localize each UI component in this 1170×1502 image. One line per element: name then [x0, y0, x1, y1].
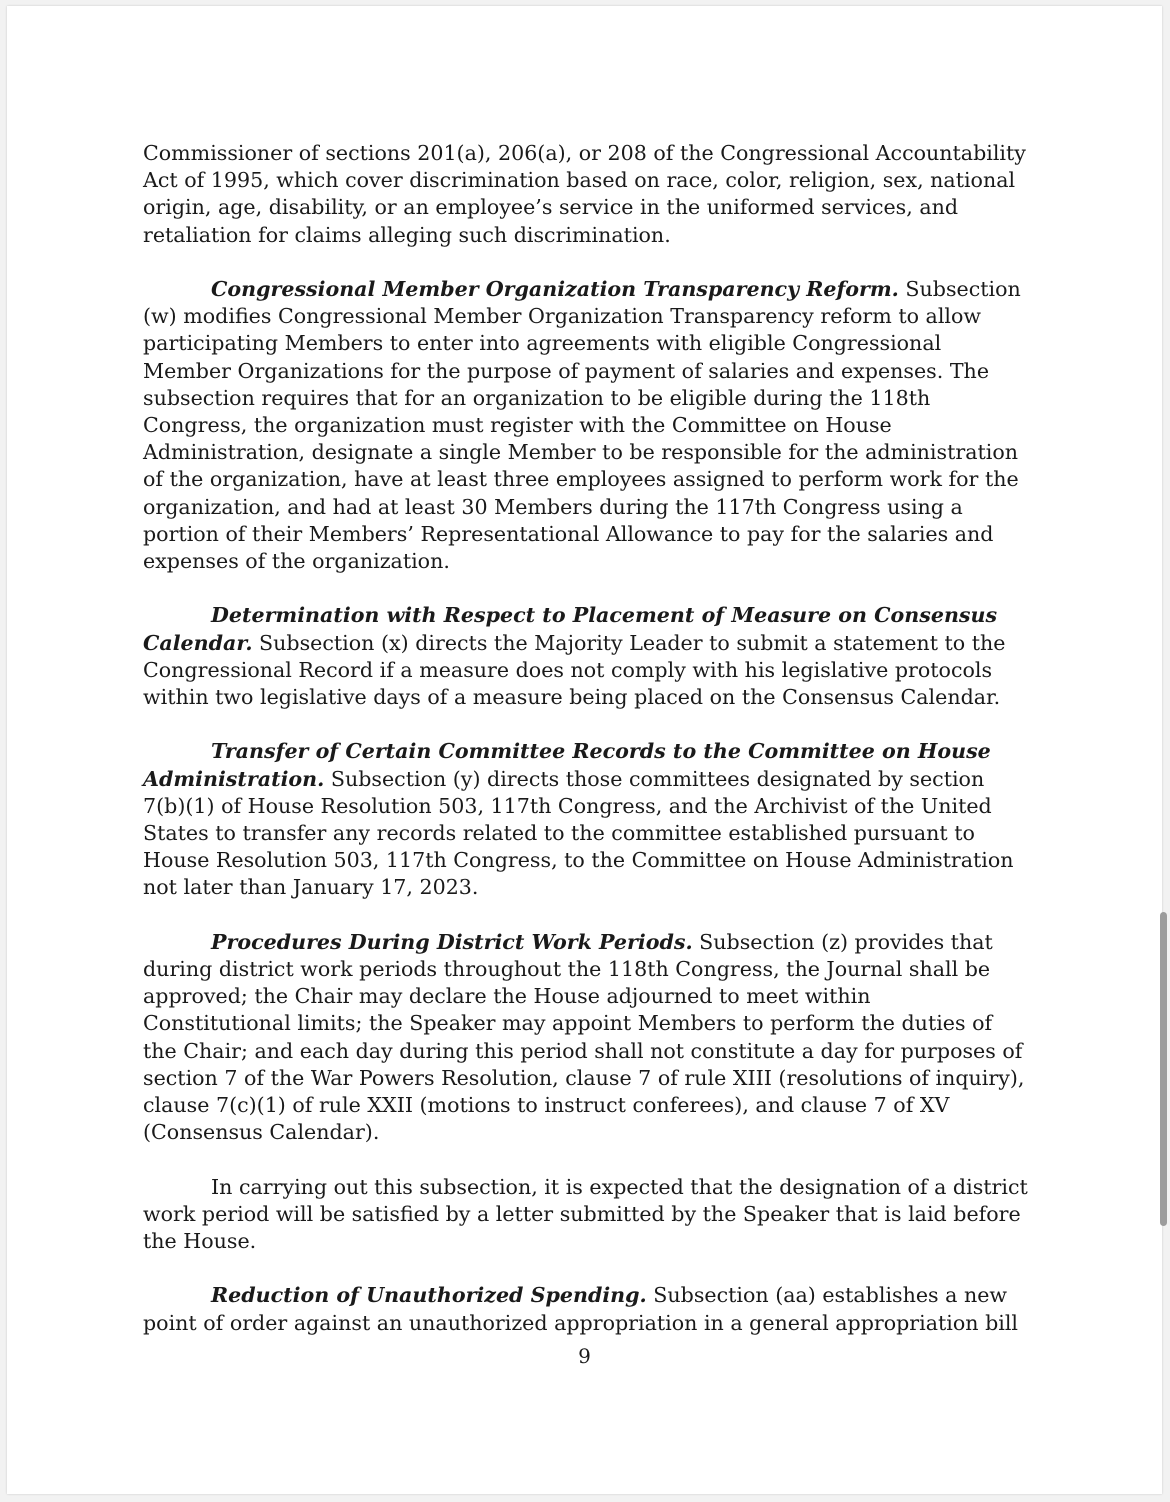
paragraph-text: Subsection (aa) establishes a new	[646, 1283, 1008, 1308]
section-heading: Calendar.	[143, 630, 253, 655]
section-heading: Congressional Member Organization Transparency Reform.	[211, 277, 899, 301]
paragraph-cmo-transparency	[143, 276, 1033, 575]
paragraph-line: Constitutional limits; the Speaker may appoint Members to perform the duties of	[143, 1011, 993, 1036]
paragraph-committee-records	[143, 738, 1033, 901]
paragraph-line: Member Organizations for the purpose of payment of salaries and expenses. The	[143, 358, 990, 383]
section-heading: Transfer of Certain Committee Records to the Committee on House	[211, 739, 991, 764]
paragraph-text: Subsection	[898, 277, 1021, 301]
paragraph-line: expenses of the organization.	[143, 549, 450, 574]
paragraph-line: section 7 of the War Powers Resolution, clause 7 of rule XIII (resolutions of inquiry),	[143, 1065, 1025, 1090]
paragraph-line: (Consensus Calendar).	[143, 1120, 380, 1145]
vertical-scrollbar[interactable]	[1160, 912, 1167, 1226]
paragraph-line: Congressional Record if a measure does not comply with his legislative protocols	[143, 657, 993, 682]
paragraph-text: Subsection (x) directs the Majority Leader to submit a statement to the	[252, 630, 1006, 655]
paragraph-line	[143, 766, 1033, 793]
paragraph-line: 7(b)(1) of House Resolution 503, 117th Congress, and the Archivist of the United	[143, 793, 992, 818]
paragraph-consensus-calendar	[143, 602, 1033, 711]
paragraph-line: (w) modifies Congressional Member Organization Transparency reform to allow	[143, 304, 982, 329]
paragraph-line: States to transfer any records related to the committee established pursuant to	[143, 821, 975, 846]
paragraph-text: Subsection (z) provides that	[692, 929, 993, 954]
paragraph-line: within two legislative days of a measure being placed on the Consensus Calendar.	[143, 685, 1001, 710]
paragraph-line: In carrying out this subsection, it is expected that the designation of a district	[211, 1174, 1028, 1199]
page-number: 9	[578, 1344, 591, 1368]
paragraph-district-work-letter	[143, 1174, 1033, 1256]
section-heading: Procedures During District Work Periods.	[211, 929, 693, 954]
paragraph-line: Commissioner of sections 201(a), 206(a), or 208 of the Congressional Accountability	[143, 141, 1026, 165]
paragraph-line	[143, 929, 1033, 956]
paragraph-line: Administration, designate a single Member to be responsible for the administration	[143, 440, 1019, 465]
paragraph-line: participating Members to enter into agreements with eligible Congressional	[143, 331, 942, 356]
paragraph-line	[143, 630, 1033, 657]
page-body	[143, 140, 1033, 1364]
paragraph-line: House Resolution 503, 117th Congress, to the Committee on House Administration	[143, 848, 1014, 873]
paragraph-line: Congress, the organization must register with the Committee on House	[143, 413, 892, 438]
paragraph-text: Subsection (y) directs those committees designated by section	[324, 766, 985, 791]
paragraph-line: portion of their Members’ Representational Allowance to pay for the salaries and	[143, 521, 994, 546]
paragraph-line: the Chair; and each day during this period shall not constitute a day for purposes of	[143, 1038, 1023, 1063]
paragraph-line: subsection requires that for an organization to be eligible during the 118th	[143, 385, 931, 410]
paragraph-line: not later than January 17, 2023.	[143, 875, 479, 900]
paragraph-cao-commissioner	[143, 140, 1033, 249]
section-heading: Determination with Respect to Placement of Measure on Consensus	[211, 603, 998, 628]
paragraph-line: clause 7(c)(1) of rule XXII (motions to instruct conferees), and clause 7 of XV	[143, 1093, 950, 1118]
paragraph-line: work period will be satisfied by a letter submitted by the Speaker that is laid before	[143, 1201, 1021, 1226]
paragraph-line: Act of 1995, which cover discrimination based on race, color, religion, sex, national	[143, 168, 1016, 193]
paragraph-line: retaliation for claims alleging such discrimination.	[143, 222, 671, 247]
paragraph-line: the House.	[143, 1229, 257, 1254]
section-heading: Reduction of Unauthorized Spending.	[211, 1283, 647, 1308]
document-page	[7, 6, 1162, 1494]
paragraph-district-work-periods	[143, 929, 1033, 1147]
paragraph-line: organization, and had at least 30 Members during the 117th Congress using a	[143, 494, 963, 519]
paragraph-unauthorized-spending	[143, 1282, 1033, 1336]
paragraph-line	[143, 1282, 1033, 1309]
paragraph-line: origin, age, disability, or an employee’s service in the uniformed services, and	[143, 195, 959, 220]
paragraph-line: point of order against an unauthorized appropriation in a general appropriation bill	[143, 1310, 1019, 1335]
paragraph-line: during district work periods throughout the 118th Congress, the Journal shall be	[143, 957, 991, 982]
paragraph-line: approved; the Chair may declare the House adjourned to meet within	[143, 984, 871, 1009]
paragraph-line	[143, 276, 1033, 303]
section-heading: Administration.	[143, 766, 325, 791]
paragraph-line: of the organization, have at least three employees assigned to perform work for the	[143, 467, 1019, 492]
